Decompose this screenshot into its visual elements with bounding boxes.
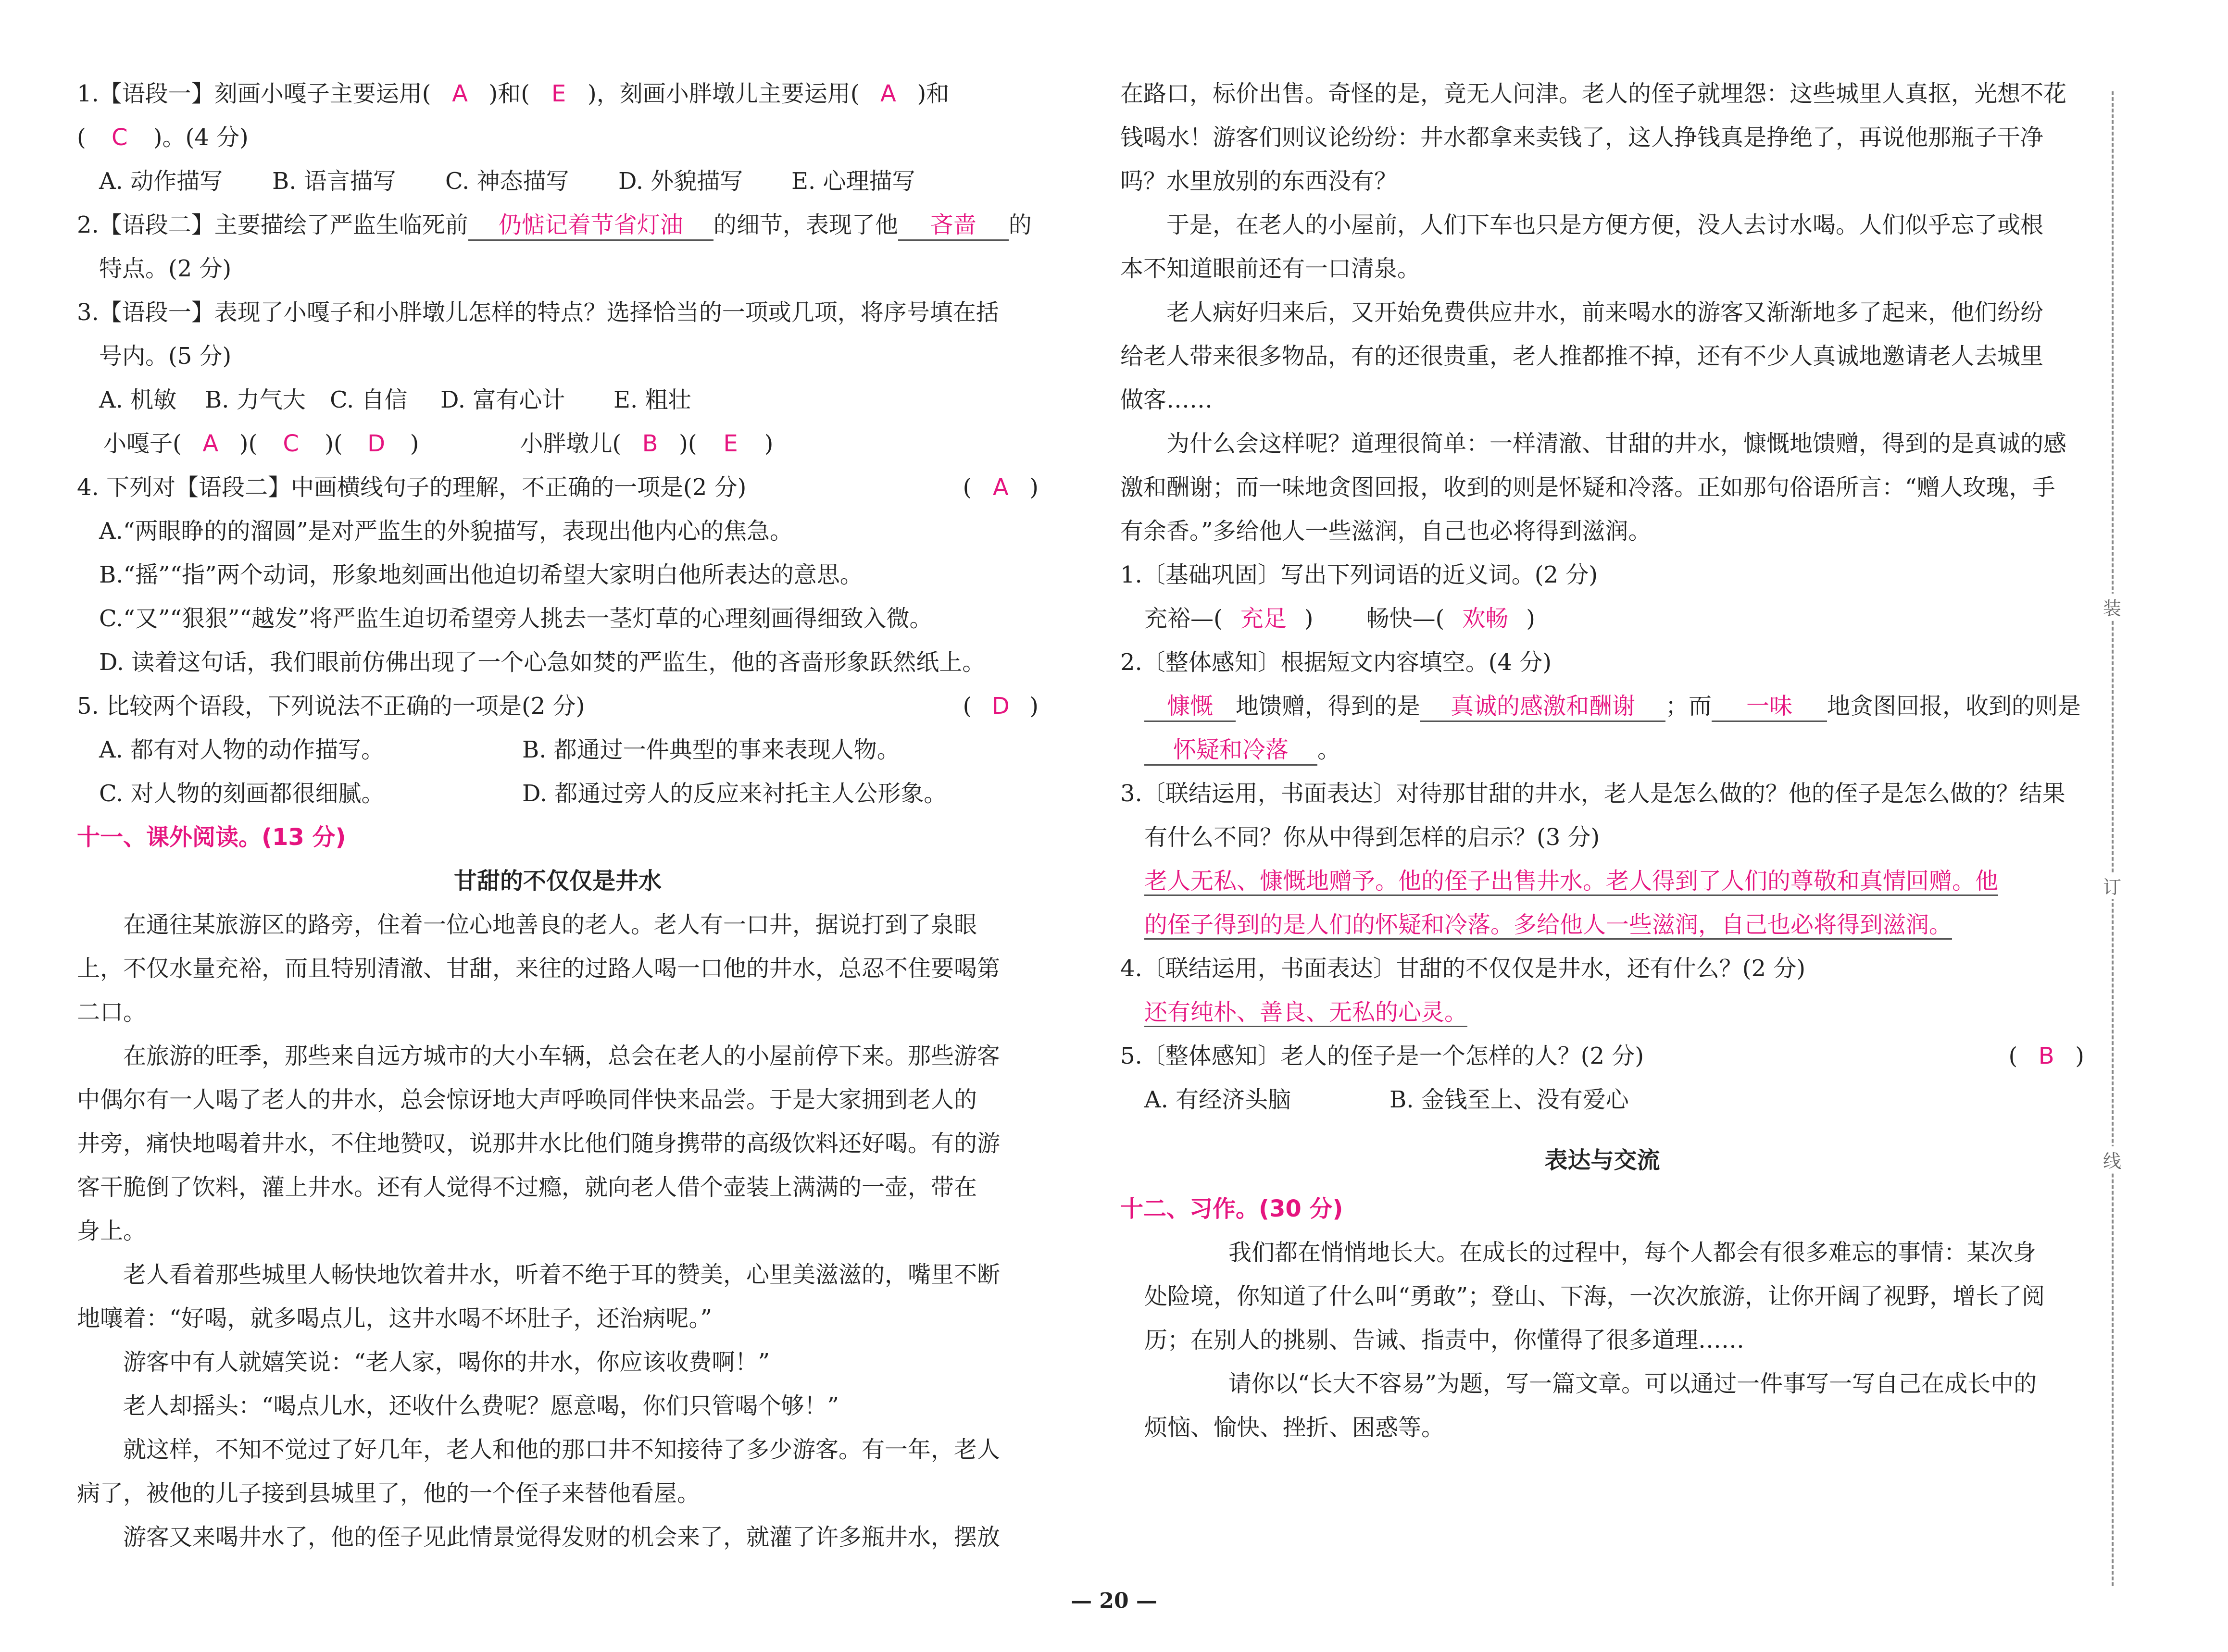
answer: E — [551, 80, 566, 107]
q4-option: C.“又”“狠狠”“越发”将严监生迫切希望旁人挑去一茎灯草的心理刻画得细致入微。 — [99, 605, 933, 632]
q1-line: 1.【语段一】刻画小嘎子主要运用( A )和( E )，刻画小胖墩儿主要运用( A )和 — [77, 72, 1039, 116]
story-title: 甘甜的不仅仅是井水 — [453, 868, 662, 894]
story-line: 激和酬谢；而一味地贪图回报，收到的则是怀疑和冷落。正如那句俗语所言：“赠人玫瑰，手 — [1120, 474, 2055, 501]
answer: 老人无私、慷慨地赠予。他的侄子出售井水。老人得到了人们的尊敬和真情回赠。他 — [1144, 868, 1998, 896]
essay-line: 我们都在悄悄地长大。在成长的过程中，每个人都会有很多难忘的事情：某次身 — [1228, 1239, 2037, 1266]
answer: A — [202, 430, 219, 457]
r-q2-line: 2.〔整体感知〕根据短文内容填空。(4 分) — [1120, 649, 1552, 676]
story-line: 游客又来喝井水了，他的侄子见此情景觉得发财的机会来了，就灌了许多瓶井水，摆放 — [123, 1524, 1001, 1551]
answer: D — [367, 430, 386, 457]
story-line: 钱喝水！游客们则议论纷纷：井水都拿来卖钱了，这人挣钱真是挣绝了，再说他那瓶子干净 — [1120, 124, 2044, 151]
answer: 一味 — [1712, 692, 1827, 722]
story-line: 有余香。”多给他人一些滋润，自己也必将得到滋润。 — [1120, 518, 1652, 545]
r-q4-line: 4.〔联结运用，书面表达〕甘甜的不仅仅是井水，还有什么？(2 分) — [1120, 955, 1806, 982]
r-q3-answer — [1120, 903, 2084, 947]
story-line: 在通往某旅游区的路旁，住着一位心地善良的老人。老人有一口井，据说打到了泉眼 — [123, 911, 977, 938]
q1-line2: ( C )。(4 分) — [77, 116, 1039, 160]
binding-char: 线 — [2103, 1146, 2122, 1173]
q4-line: 4. 下列对【语段二】中画横线句子的理解，不正确的一项是(2 分) ( A ) — [77, 466, 1039, 509]
story-line: 做客…… — [1120, 386, 1213, 413]
story-line: 客干脆倒了饮料，灌上井水。还有人觉得不过瘾，就向老人借个壶装上满满的一壶，带在 — [77, 1174, 977, 1201]
answer: C — [111, 124, 128, 151]
q4-option: B.“摇”“指”两个动词，形象地刻画出他迫切希望大家明白他所表达的意思。 — [99, 561, 863, 588]
story-line: 吗？水里放别的东西没有？ — [1120, 168, 1398, 195]
answer: 真诚的感激和酬谢 — [1420, 692, 1665, 722]
story-line: 上，不仅水量充裕，而且特别清澈、甘甜，来往的过路人喝一口他的井水，总忍不住要喝第 — [77, 955, 1001, 982]
story-line: 就这样，不知不觉过了好几年，老人和他的那口井不知接待了多少游客。有一年，老人 — [123, 1436, 1001, 1463]
q1-options: A. 动作描写 B. 语言描写 C. 神态描写 D. 外貌描写 E. 心理描写 — [99, 168, 915, 195]
q5-options: A. 都有对人物的动作描写。 B. 都通过一件典型的事来表现人物。 — [99, 736, 900, 763]
r-q1-answers: 充裕—( 充足 ) 畅快—( 欢畅 ) — [1120, 597, 2084, 641]
q3-line: 3.【语段一】表现了小嘎子和小胖墩儿怎样的特点？选择恰当的一项或几项，将序号填在括 — [77, 299, 999, 326]
r-q3-answer — [1120, 859, 2084, 903]
answer: B — [2038, 1043, 2054, 1069]
q4-option: A.“两眼睁的的溜圆”是对严监生的外貌描写，表现出他内心的焦急。 — [99, 518, 793, 545]
story-line: 二口。 — [77, 999, 147, 1026]
story-line: 在路口，标价出售。奇怪的是，竟无人问津。老人的侄子就埋怨：这些城里人真抠，光想不花 — [1120, 80, 2067, 107]
answer: 慷慨 — [1144, 692, 1236, 722]
r-q4-answer — [1120, 991, 2084, 1034]
story-line: 给老人带来很多物品，有的还很贵重，老人推都推不掉，还有不少人真诚地邀请老人去城里 — [1120, 343, 2044, 370]
r-q1-line: 1.〔基础巩固〕写出下列词语的近义词。(2 分) — [1120, 561, 1598, 588]
answer: 欢畅 — [1462, 605, 1509, 632]
r-q5-line: 5.〔整体感知〕老人的侄子是一个怎样的人？(2 分) ( B ) — [1120, 1034, 2084, 1078]
answer: C — [283, 430, 299, 457]
q2-line: 2.【语段二】主要描绘了严监生临死前 仍惦记着节省灯油 的细节，表现了他 吝啬 的 — [77, 203, 1039, 247]
answer: D — [991, 693, 1010, 720]
left-column — [77, 72, 1039, 1559]
answer: 仍惦记着节省灯油 — [468, 211, 713, 241]
answer: A — [992, 474, 1009, 501]
story-line: 为什么会这样呢？道理很简单：一样清澈、甘甜的井水，慷慨地馈赠，得到的是真诚的感 — [1166, 430, 2067, 457]
r-q5-options: A. 有经济头脑 B. 金钱至上、没有爱心 — [1144, 1086, 1629, 1113]
section-title: 表达与交流 — [1544, 1147, 1660, 1174]
r-q2-fill: 慷慨 地馈赠，得到的是 真诚的感激和酬谢 ；而 一味 地贪图回报，收到的则是 — [1120, 684, 2084, 728]
binding-char: 装 — [2103, 594, 2122, 620]
story-line: 游客中有人就嬉笑说：“老人家，喝你的井水，你应该收费啊！” — [123, 1349, 770, 1376]
story-line: 老人却摇头：“喝点儿水，还收什么费呢？愿意喝，你们只管喝个够！” — [123, 1392, 839, 1419]
story-line: 本不知道眼前还有一口清泉。 — [1120, 255, 1421, 282]
essay-line: 处险境，你知道了什么叫“勇敢”；登山、下海，一次次旅游，让你开阔了视野，增长了阅 — [1144, 1283, 2045, 1310]
story-line: 老人看着那些城里人畅快地饮着井水，听着不绝于耳的赞美，心里美滋滋的，嘴里不断 — [123, 1261, 1001, 1288]
essay-line: 请你以“长大不容易”为题，写一篇文章。可以通过一件事写一写自己在成长中的 — [1228, 1370, 2037, 1397]
essay-line: 历；在别人的挑剔、告诫、指责中，你懂得了很多道理…… — [1144, 1327, 1745, 1354]
story-line: 身上。 — [77, 1217, 147, 1244]
essay-line: 烦恼、愉快、挫折、困惑等。 — [1144, 1414, 1445, 1441]
answer: 还有纯朴、善良、无私的心灵。 — [1144, 999, 1467, 1027]
r-q3-line2: 有什么不同？你从中得到怎样的启示？(3 分) — [1144, 824, 1600, 851]
r-q3-line: 3.〔联结运用，书面表达〕对待那甘甜的井水，老人是怎么做的？他的侄子是怎么做的？结果 — [1120, 780, 2065, 807]
page-number: — 20 — — [1071, 1589, 1157, 1613]
answer: 吝啬 — [898, 211, 1009, 241]
answer: 的侄子得到的是人们的怀疑和冷落。多给他人一些滋润，自己也必将得到滋润。 — [1144, 911, 1952, 940]
q3-line2: 号内。(5 分) — [99, 343, 232, 370]
binding-char: 订 — [2103, 872, 2122, 899]
q5-options: C. 对人物的刻画都很细腻。 D. 都通过旁人的反应来衬托主人公形象。 — [99, 780, 947, 807]
q2-line2: 特点。(2 分) — [99, 255, 232, 282]
story-line: 在旅游的旺季，那些来自远方城市的大小车辆，总会在老人的小屋前停下来。那些游客 — [123, 1043, 1001, 1069]
section-12-heading: 十二、习作。(30 分) — [1120, 1195, 1343, 1222]
answer: A — [880, 80, 896, 107]
answer: B — [642, 430, 658, 457]
story-line: 井旁，痛快地喝着井水，不住地赞叹，说那井水比他们随身携带的高级饮料还好喝。有的游 — [77, 1130, 1001, 1157]
q3-options: A. 机敏 B. 力气大 C. 自信 D. 富有心计 E. 粗壮 — [99, 386, 691, 413]
story-line: 老人病好归来后，又开始免费供应井水，前来喝水的游客又渐渐地多了起来，他们纷纷 — [1166, 299, 2044, 326]
q5-line: 5. 比较两个语段，下列说法不正确的一项是(2 分) ( D ) — [77, 684, 1039, 728]
q3-answers: 小嘎子( A )( C )( D ) 小胖墩儿( B )( E ) — [77, 422, 1039, 466]
answer: 怀疑和冷落 — [1144, 735, 1317, 766]
story-line: 病了，被他的儿子接到县城里了，他的一个侄子来替他看屋。 — [77, 1480, 701, 1507]
section-11-heading: 十一、课外阅读。(13 分) — [77, 824, 346, 851]
answer: E — [723, 430, 738, 457]
story-line: 地嚷着：“好喝，就多喝点儿，这井水喝不坏肚子，还治病呢。” — [77, 1305, 713, 1332]
q4-option: D. 读着这句话，我们眼前仿佛出现了一个心急如焚的严监生，他的吝啬形象跃然纸上。 — [99, 649, 986, 676]
binding-dashed-line — [2112, 91, 2114, 1586]
answer: A — [452, 80, 468, 107]
r-q2-fill2: 怀疑和冷落 。 — [1120, 728, 2084, 772]
right-column — [1120, 72, 2084, 1450]
story-line: 于是，在老人的小屋前，人们下车也只是方便方便，没人去讨水喝。人们似乎忘了或根 — [1166, 211, 2044, 238]
story-line: 中偶尔有一人喝了老人的井水，总会惊讶地大声呼唤同伴快来品尝。于是大家拥到老人的 — [77, 1086, 977, 1113]
answer: 充足 — [1240, 605, 1287, 632]
